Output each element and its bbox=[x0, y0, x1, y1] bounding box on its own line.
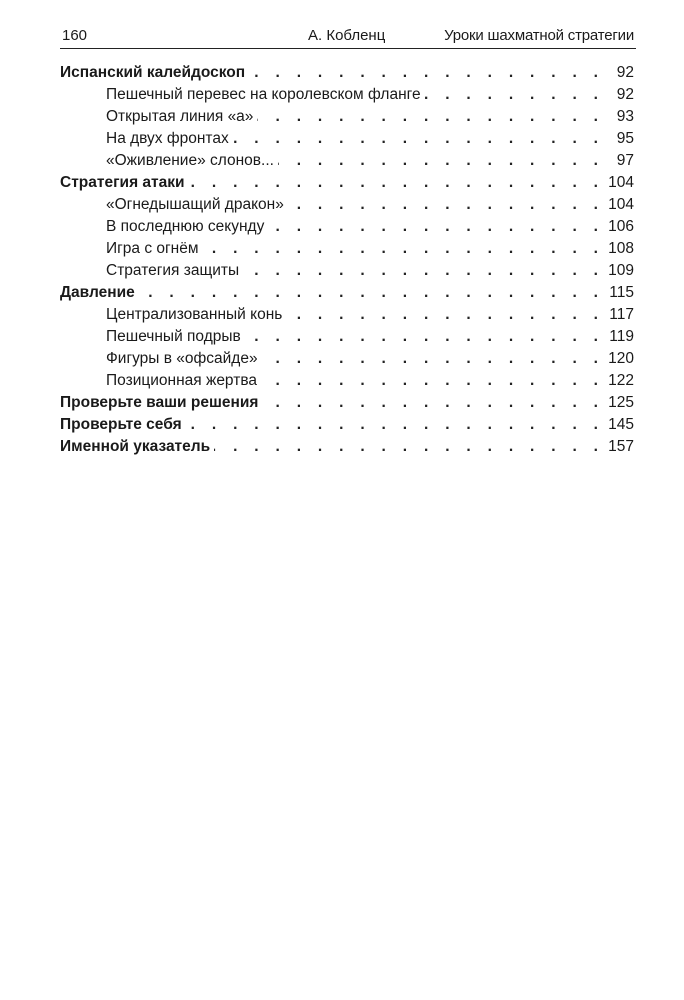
toc-dot-leader bbox=[139, 282, 598, 304]
toc-dot-leader bbox=[214, 436, 598, 458]
toc-dot-leader bbox=[203, 238, 598, 260]
toc-entry bbox=[60, 326, 634, 348]
toc-entry-page: 92 bbox=[616, 86, 634, 103]
toc-entry-title: Стратегия защиты bbox=[106, 262, 240, 279]
toc-entry-page: 108 bbox=[608, 240, 634, 257]
toc-entry-title: Давление bbox=[60, 284, 135, 301]
toc-entry-page: 125 bbox=[608, 394, 634, 411]
toc-dot-leader bbox=[186, 414, 598, 436]
toc-entry bbox=[60, 282, 634, 304]
toc-entry-page: 157 bbox=[608, 438, 634, 455]
toc-entry-page: 104 bbox=[608, 196, 634, 213]
toc-entry-page: 109 bbox=[608, 262, 634, 279]
toc-entry-title: «Огнедышащий дракон» bbox=[106, 196, 284, 213]
toc-entry-title: Испанский калейдоскоп bbox=[60, 64, 246, 81]
toc-entry bbox=[60, 238, 634, 260]
toc-dot-leader bbox=[261, 370, 598, 392]
toc-dot-leader bbox=[262, 348, 598, 370]
toc-entry bbox=[60, 392, 634, 414]
page-number: 160 bbox=[62, 27, 88, 44]
toc-entry-page: 115 bbox=[609, 284, 634, 301]
toc-entry bbox=[60, 106, 634, 128]
toc-entry-page: 117 bbox=[609, 306, 634, 323]
toc-entry bbox=[60, 150, 634, 172]
toc-dot-leader bbox=[257, 106, 598, 128]
toc-entry-title: Проверьте ваши решения bbox=[60, 394, 259, 411]
toc-dot-leader bbox=[262, 392, 598, 414]
toc-dot-leader bbox=[278, 150, 598, 172]
toc-entry-title: В последнюю секунду bbox=[106, 218, 265, 235]
toc-entry bbox=[60, 216, 634, 238]
toc-entry-page: 145 bbox=[608, 416, 634, 433]
toc-dot-leader bbox=[288, 194, 598, 216]
toc-dot-leader bbox=[233, 128, 598, 150]
toc-entry-page: 104 bbox=[608, 174, 634, 191]
book-title: Уроки шахматной стратегии bbox=[444, 27, 634, 44]
running-header bbox=[62, 26, 634, 48]
toc-dot-leader bbox=[425, 84, 598, 106]
toc-entry-title: «Оживление» слонов... bbox=[106, 152, 274, 169]
toc-entry-title: Позиционная жертва bbox=[106, 372, 257, 389]
toc-entry bbox=[60, 172, 634, 194]
toc-entry bbox=[60, 128, 634, 150]
table-of-contents bbox=[60, 62, 634, 458]
toc-entry-page: 93 bbox=[616, 108, 634, 125]
toc-entry-page: 106 bbox=[608, 218, 634, 235]
toc-entry-page: 92 bbox=[616, 64, 634, 81]
toc-dot-leader bbox=[189, 172, 598, 194]
toc-entry-title: Фигуры в «офсайде» bbox=[106, 350, 258, 367]
toc-entry bbox=[60, 260, 634, 282]
toc-entry bbox=[60, 84, 634, 106]
toc-entry-page: 120 bbox=[608, 350, 634, 367]
toc-entry-title: Пешечный перевес на королевском фланге bbox=[106, 86, 421, 103]
toc-entry-page: 95 bbox=[616, 130, 634, 147]
toc-entry-page: 97 bbox=[616, 152, 634, 169]
toc-entry bbox=[60, 436, 634, 458]
toc-entry-title: Именной указатель bbox=[60, 438, 211, 455]
toc-dot-leader bbox=[245, 326, 598, 348]
toc-entry-title: На двух фронтах bbox=[106, 130, 229, 147]
toc-entry-title: Централизованный конь bbox=[106, 306, 283, 323]
author-name: А. Кобленц bbox=[308, 27, 386, 44]
toc-entry-page: 119 bbox=[609, 328, 634, 345]
toc-entry-title: Проверьте себя bbox=[60, 416, 182, 433]
toc-entry-page: 122 bbox=[608, 372, 634, 389]
toc-entry bbox=[60, 348, 634, 370]
toc-entry-title: Пешечный подрыв bbox=[106, 328, 241, 345]
toc-entry bbox=[60, 194, 634, 216]
toc-dot-leader bbox=[243, 260, 598, 282]
toc-dot-leader bbox=[249, 62, 598, 84]
toc-entry bbox=[60, 414, 634, 436]
toc-entry-title: Стратегия атаки bbox=[60, 174, 185, 191]
toc-entry bbox=[60, 62, 634, 84]
toc-entry bbox=[60, 304, 634, 326]
toc-dot-leader bbox=[268, 216, 598, 238]
toc-entry bbox=[60, 370, 634, 392]
header-rule bbox=[60, 48, 636, 49]
toc-entry-title: Игра с огнём bbox=[106, 240, 199, 257]
toc-dot-leader bbox=[286, 304, 598, 326]
toc-entry-title: Открытая линия «а» bbox=[106, 108, 254, 125]
